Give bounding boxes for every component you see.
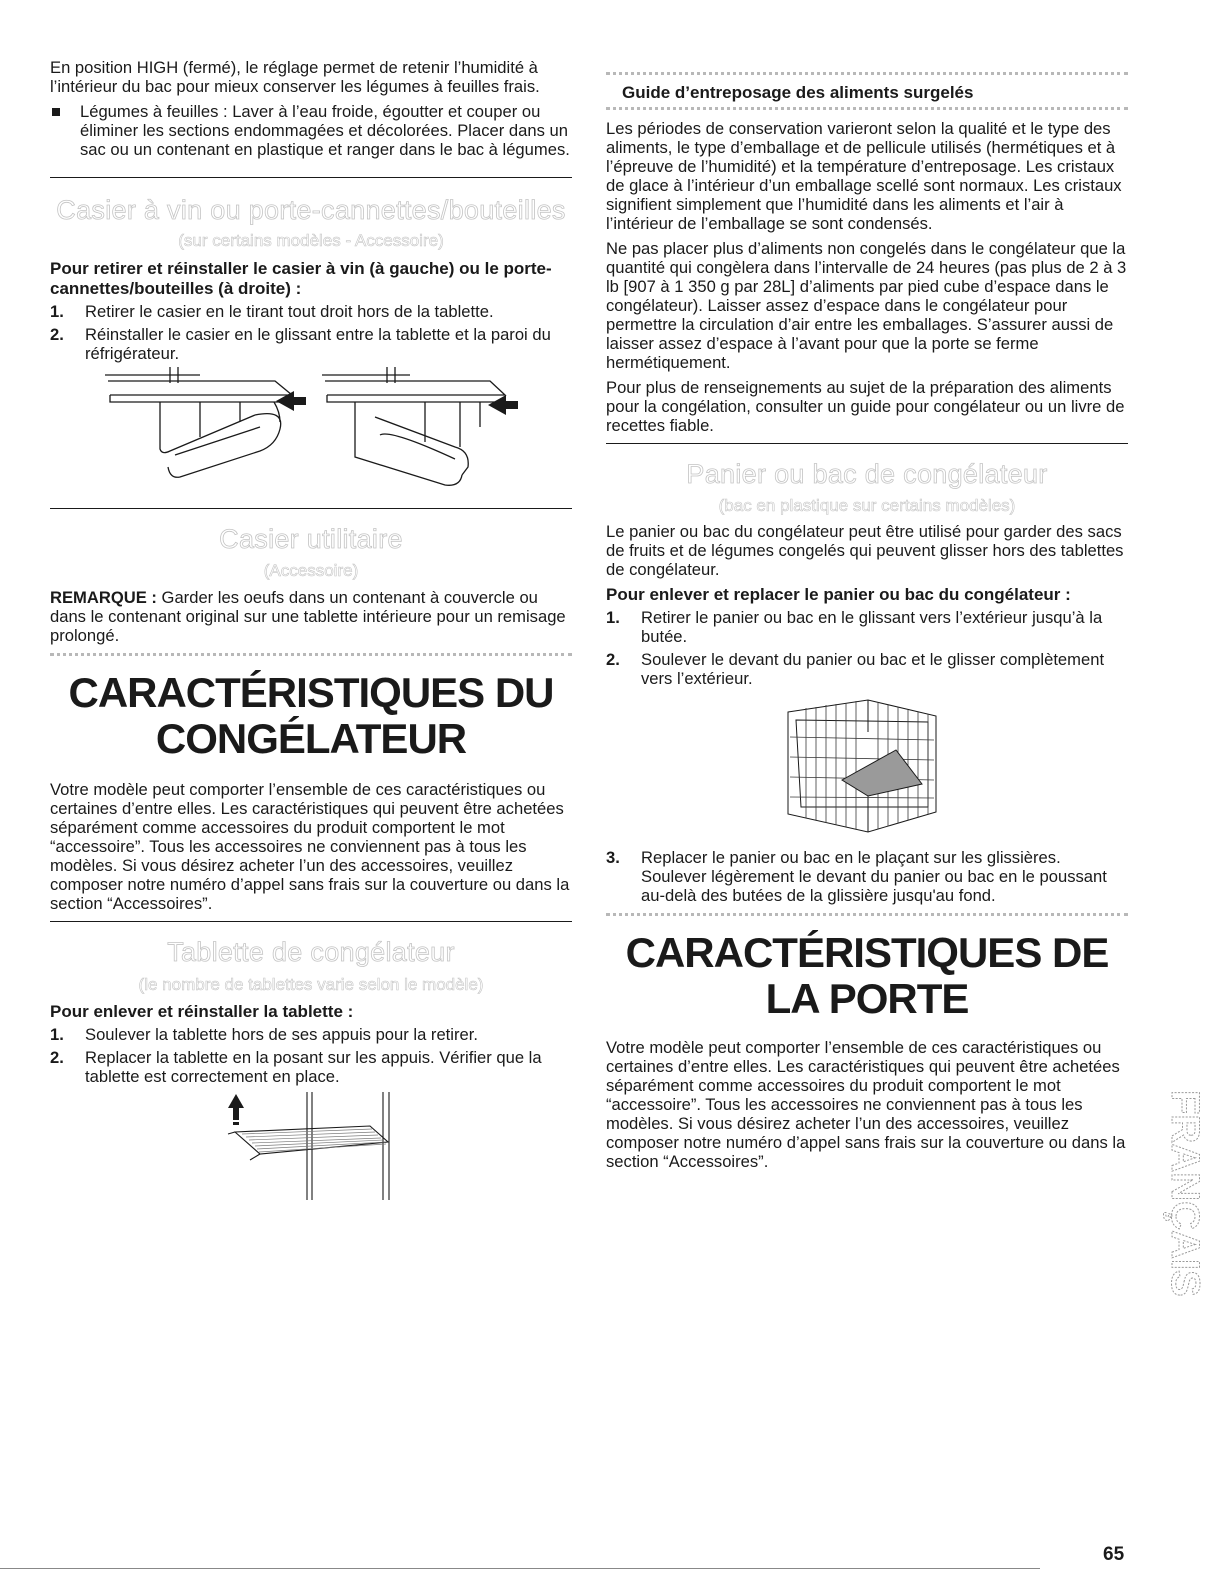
list-item: 1. Soulever la tablette hors de ses appuis pour la retirer. xyxy=(50,1025,478,1044)
intro-paragraph: En position HIGH (fermé), le réglage permet de retenir l’humidité à l’intérieur du bac pour mieux conserver les légumes à feuilles frais. xyxy=(50,58,540,96)
storage-guide-paragraph-1: Les périodes de conservation varieront selon la qualité et le type des aliments, le type d’emballage et de pellicule utilisés (hermétiques et à l’épreuve de l’humidité) et la température d’entreposage. Les cristaux de glace à l’intérieur d’un emballage scellé sont normaux. Les cristaux signifient simplement que l’humidité dans les aliments et l’air à l’intérieur de l’emballage se sont condensés. xyxy=(606,119,1122,233)
dotted-divider xyxy=(606,72,1128,75)
bottom-rule xyxy=(0,1568,1040,1569)
section-divider xyxy=(50,921,572,922)
list-item: 1. Retirer le casier en le tirant tout droit hors de la tablette. xyxy=(50,302,494,321)
dotted-divider xyxy=(606,107,1128,110)
storage-guide-title: Guide d’entreposage des aliments surgelés xyxy=(622,83,974,102)
section-divider xyxy=(50,508,572,509)
freezer-shelf-illustration xyxy=(50,1090,572,1208)
storage-guide-paragraph-3: Pour plus de renseignements au sujet de la préparation des aliments pour la congélation, consulter un guide pour congélateur ou un livre de recettes fiable. xyxy=(606,378,1125,435)
freezer-basket-intro: Le panier ou bac du congélateur peut être utilisé pour garder des sacs de fruits et de légumes congelés qui peuvent glisser hors des tablettes de congélateur. xyxy=(606,522,1124,579)
door-features-title-line1: CARACTÉRISTIQUES DE xyxy=(625,929,1109,976)
freezer-basket-steps-continued xyxy=(606,848,1128,905)
remark-text: Garder les oeufs dans un contenant à couvercle ou dans le contenant original sur une tablette intérieure pour un remisage prolongé. xyxy=(50,588,566,645)
left-column xyxy=(50,58,572,1208)
remark-paragraph xyxy=(50,588,572,645)
freezer-shelf-subtitle: (le nombre de tablettes varie selon le modèle) xyxy=(138,975,484,994)
language-tab-label xyxy=(1150,1090,1207,1340)
right-column xyxy=(606,58,1128,1177)
wine-rack-illustration xyxy=(50,367,572,502)
wine-rack-procedure-heading: Pour retirer et réinstaller le casier à vin (à gauche) ou le porte-cannettes/bouteilles (à droite) : xyxy=(50,259,552,298)
remark-label: REMARQUE : xyxy=(50,588,157,607)
door-features-paragraph: Votre modèle peut comporter l’ensemble de ces caractéristiques ou certaines d’entre elles. Les caractéristiques qui peuvent être achetées séparément comme accessoires du produit comportent le mot “accessoire”. Tous les accessoires ne conviennent pas à tous les modèles. Si vous désirez acheter l’un des accessoires, veuillez composer notre numéro d’appel sans frais sur la couverture ou dans la section “Accessoires”. xyxy=(606,1038,1126,1171)
freezer-basket-steps xyxy=(606,608,1128,688)
freezer-features-title-line2: CONGÉLATEUR xyxy=(155,715,467,762)
freezer-shelf-procedure-heading: Pour enlever et réinstaller la tablette : xyxy=(50,1002,354,1021)
freezer-features-title-line1: CARACTÉRISTIQUES DU xyxy=(68,669,554,716)
page-number: 65 xyxy=(1103,1544,1125,1565)
storage-guide-paragraph-2: Ne pas placer plus d’aliments non congelés dans le congélateur que la quantité qui congèlera dans l’intervalle de 24 heures (pas plus de 2 à 3 lb [907 à 1 350 g par 28L] d’aliments par pied cube d’espace dans le congélateur). Laisser assez d’espace dans le congélateur pour permettre la circulation d’air entre les emballages. S’assurer aussi de laisser assez d’espace à l’avant pour que la porte se ferme hermétiquement. xyxy=(606,239,1127,372)
bullet-text: Légumes à feuilles : Laver à l’eau froide, égoutter et couper ou éliminer les sections endommagées et décolorées. Placer dans un sac ou un contenant en plastique et ranger dans le bac à légumes. xyxy=(80,102,570,159)
side-label-text: FRANÇAIS xyxy=(1163,1090,1207,1297)
list-item: 2. Replacer la tablette en la posant sur les appuis. Vérifier que la tablette est correctement en place. xyxy=(50,1048,542,1086)
wine-rack-subtitle: (sur certains modèles - Accessoire) xyxy=(178,231,444,250)
list-item xyxy=(50,102,572,159)
wine-rack-steps xyxy=(50,302,572,363)
freezer-basket-illustration xyxy=(606,692,1128,842)
freezer-basket-procedure-heading: Pour enlever et replacer le panier ou bac du congélateur : xyxy=(606,585,1071,604)
section-divider xyxy=(606,443,1128,444)
dotted-divider xyxy=(50,653,572,656)
freezer-shelf-title: Tablette de congélateur xyxy=(167,937,455,967)
list-item: 1. Retirer le panier ou bac en le glissant vers l’extérieur jusqu’à la butée. xyxy=(606,608,1103,646)
list-item: 3. Replacer le panier ou bac en le plaçant sur les glissières. Soulever légèrement le devant du panier ou bac en le poussant au-delà des butées de la glissière jusqu'au fond. xyxy=(606,848,1107,905)
freezer-basket-subtitle: (bac en plastique sur certains modèles) xyxy=(718,496,1016,515)
section-divider xyxy=(50,177,572,178)
freezer-shelf-steps xyxy=(50,1025,572,1086)
utility-bin-subtitle: (Accessoire) xyxy=(263,561,359,580)
bullet-icon xyxy=(52,108,60,116)
dotted-divider xyxy=(606,913,1128,916)
utility-bin-title: Casier utilitaire xyxy=(219,524,403,554)
freezer-basket-title: Panier ou bac de congélateur xyxy=(686,459,1048,489)
wine-rack-title: Casier à vin ou porte-cannettes/bouteilles xyxy=(56,195,566,225)
list-item: 2. Soulever le devant du panier ou bac et le glisser complètement vers l’extérieur. xyxy=(606,650,1105,688)
list-item: 2. Réinstaller le casier en le glissant entre la tablette et la paroi du réfrigérateur. xyxy=(50,325,551,363)
freezer-features-paragraph: Votre modèle peut comporter l’ensemble de ces caractéristiques ou certaines d’entre elles. Les caractéristiques qui peuvent être achetées séparément comme accessoires du produit comportent le mot “accessoire”. Tous les accessoires ne conviennent pas à tous les modèles. Si vous désirez acheter l’un des accessoires, veuillez composer notre numéro d’appel sans frais sur la couverture ou dans la section “Accessoires”. xyxy=(50,780,570,913)
bullet-list xyxy=(50,102,572,159)
door-features-title-line2: LA PORTE xyxy=(765,975,969,1022)
